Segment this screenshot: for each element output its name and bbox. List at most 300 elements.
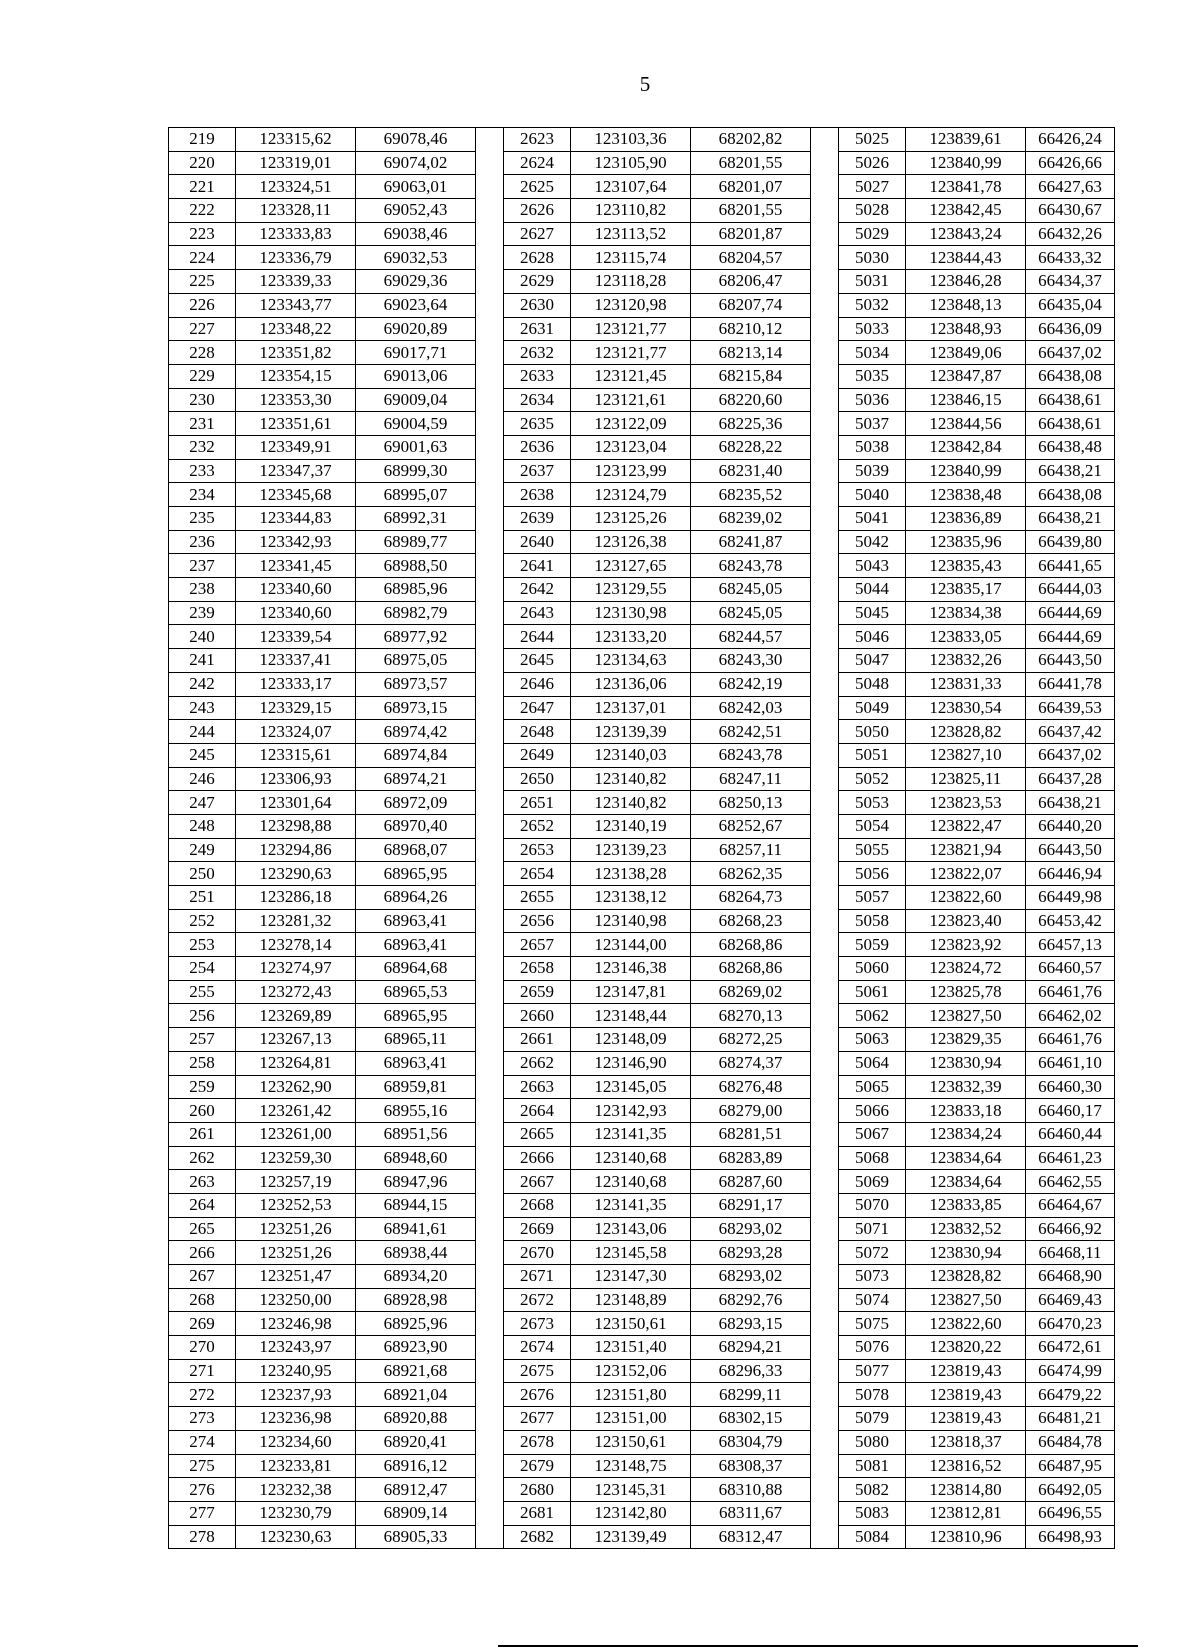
cell-point-number: 5047 <box>839 649 906 673</box>
cell-point-number: 261 <box>169 1122 236 1146</box>
group-separator <box>811 270 839 294</box>
cell-point-number: 226 <box>169 293 236 317</box>
cell-x-coordinate: 123105,90 <box>571 151 691 175</box>
cell-y-coordinate: 68965,11 <box>356 1028 476 1052</box>
cell-x-coordinate: 123140,68 <box>571 1146 691 1170</box>
cell-y-coordinate: 68293,02 <box>691 1265 811 1289</box>
cell-point-number: 5067 <box>839 1122 906 1146</box>
cell-point-number: 2665 <box>504 1122 571 1146</box>
cell-y-coordinate: 69052,43 <box>356 199 476 223</box>
cell-y-coordinate: 66449,98 <box>1026 886 1115 910</box>
cell-x-coordinate: 123819,43 <box>906 1383 1026 1407</box>
cell-point-number: 219 <box>169 128 236 152</box>
table-row <box>169 1004 1115 1028</box>
cell-point-number: 2680 <box>504 1478 571 1502</box>
group-separator <box>811 412 839 436</box>
coordinates-table <box>168 127 1115 1549</box>
cell-y-coordinate: 66430,67 <box>1026 199 1115 223</box>
cell-point-number: 2666 <box>504 1146 571 1170</box>
cell-x-coordinate: 123233,81 <box>236 1454 356 1478</box>
group-separator <box>476 720 504 744</box>
cell-point-number: 2625 <box>504 175 571 199</box>
cell-point-number: 5073 <box>839 1265 906 1289</box>
cell-x-coordinate: 123333,83 <box>236 222 356 246</box>
cell-y-coordinate: 68995,07 <box>356 483 476 507</box>
cell-x-coordinate: 123115,74 <box>571 246 691 270</box>
cell-y-coordinate: 66444,03 <box>1026 578 1115 602</box>
cell-point-number: 2662 <box>504 1051 571 1075</box>
cell-y-coordinate: 66453,42 <box>1026 909 1115 933</box>
cell-y-coordinate: 68279,00 <box>691 1099 811 1123</box>
cell-point-number: 5083 <box>839 1501 906 1525</box>
cell-x-coordinate: 123835,43 <box>906 554 1026 578</box>
cell-x-coordinate: 123835,17 <box>906 578 1026 602</box>
cell-x-coordinate: 123143,06 <box>571 1217 691 1241</box>
cell-point-number: 266 <box>169 1241 236 1265</box>
cell-x-coordinate: 123840,99 <box>906 151 1026 175</box>
cell-point-number: 255 <box>169 980 236 1004</box>
cell-point-number: 243 <box>169 696 236 720</box>
group-separator <box>811 791 839 815</box>
cell-y-coordinate: 66434,37 <box>1026 270 1115 294</box>
cell-y-coordinate: 68243,78 <box>691 743 811 767</box>
cell-point-number: 2675 <box>504 1359 571 1383</box>
cell-x-coordinate: 123262,90 <box>236 1075 356 1099</box>
cell-x-coordinate: 123842,45 <box>906 199 1026 223</box>
cell-x-coordinate: 123816,52 <box>906 1454 1026 1478</box>
group-separator <box>811 364 839 388</box>
group-separator <box>476 838 504 862</box>
cell-point-number: 2635 <box>504 412 571 436</box>
cell-x-coordinate: 123344,83 <box>236 507 356 531</box>
cell-y-coordinate: 68244,57 <box>691 625 811 649</box>
table-row <box>169 601 1115 625</box>
cell-point-number: 5030 <box>839 246 906 270</box>
cell-x-coordinate: 123822,60 <box>906 1312 1026 1336</box>
table-row <box>169 957 1115 981</box>
cell-x-coordinate: 123232,38 <box>236 1478 356 1502</box>
cell-y-coordinate: 66466,92 <box>1026 1217 1115 1241</box>
cell-point-number: 2648 <box>504 720 571 744</box>
cell-x-coordinate: 123830,94 <box>906 1051 1026 1075</box>
cell-x-coordinate: 123848,93 <box>906 317 1026 341</box>
group-separator <box>476 1454 504 1478</box>
cell-y-coordinate: 68909,14 <box>356 1501 476 1525</box>
cell-point-number: 2630 <box>504 293 571 317</box>
cell-x-coordinate: 123827,10 <box>906 743 1026 767</box>
group-separator <box>476 1430 504 1454</box>
cell-x-coordinate: 123822,60 <box>906 886 1026 910</box>
cell-y-coordinate: 66441,65 <box>1026 554 1115 578</box>
cell-x-coordinate: 123828,82 <box>906 1265 1026 1289</box>
group-separator <box>476 1336 504 1360</box>
cell-y-coordinate: 68920,41 <box>356 1430 476 1454</box>
table-row <box>169 1312 1115 1336</box>
cell-point-number: 265 <box>169 1217 236 1241</box>
cell-y-coordinate: 66461,76 <box>1026 1028 1115 1052</box>
cell-point-number: 2664 <box>504 1099 571 1123</box>
table-row <box>169 791 1115 815</box>
cell-x-coordinate: 123812,81 <box>906 1501 1026 1525</box>
cell-point-number: 5070 <box>839 1193 906 1217</box>
cell-y-coordinate: 66461,10 <box>1026 1051 1115 1075</box>
cell-y-coordinate: 68245,05 <box>691 601 811 625</box>
table-row <box>169 364 1115 388</box>
cell-point-number: 2652 <box>504 814 571 838</box>
cell-point-number: 5033 <box>839 317 906 341</box>
group-separator <box>476 1051 504 1075</box>
cell-y-coordinate: 66439,80 <box>1026 530 1115 554</box>
cell-y-coordinate: 68308,37 <box>691 1454 811 1478</box>
cell-x-coordinate: 123140,82 <box>571 791 691 815</box>
cell-y-coordinate: 68231,40 <box>691 459 811 483</box>
cell-x-coordinate: 123827,50 <box>906 1004 1026 1028</box>
cell-y-coordinate: 68274,37 <box>691 1051 811 1075</box>
cell-y-coordinate: 68989,77 <box>356 530 476 554</box>
cell-y-coordinate: 68272,25 <box>691 1028 811 1052</box>
cell-y-coordinate: 66457,13 <box>1026 933 1115 957</box>
group-separator <box>811 767 839 791</box>
cell-point-number: 224 <box>169 246 236 270</box>
cell-x-coordinate: 123124,79 <box>571 483 691 507</box>
cell-y-coordinate: 68985,96 <box>356 578 476 602</box>
cell-x-coordinate: 123148,44 <box>571 1004 691 1028</box>
cell-y-coordinate: 69020,89 <box>356 317 476 341</box>
cell-y-coordinate: 68921,04 <box>356 1383 476 1407</box>
cell-y-coordinate: 68312,47 <box>691 1525 811 1549</box>
table-row <box>169 1241 1115 1265</box>
cell-point-number: 228 <box>169 341 236 365</box>
cell-point-number: 5039 <box>839 459 906 483</box>
group-separator <box>811 909 839 933</box>
group-separator <box>811 649 839 673</box>
cell-point-number: 238 <box>169 578 236 602</box>
cell-y-coordinate: 66460,17 <box>1026 1099 1115 1123</box>
group-separator <box>811 1501 839 1525</box>
cell-x-coordinate: 123151,40 <box>571 1336 691 1360</box>
cell-x-coordinate: 123830,94 <box>906 1241 1026 1265</box>
group-separator <box>476 1217 504 1241</box>
group-separator <box>476 1241 504 1265</box>
cell-point-number: 5031 <box>839 270 906 294</box>
table-row <box>169 1028 1115 1052</box>
cell-point-number: 239 <box>169 601 236 625</box>
cell-x-coordinate: 123125,26 <box>571 507 691 531</box>
cell-point-number: 257 <box>169 1028 236 1052</box>
cell-y-coordinate: 68207,74 <box>691 293 811 317</box>
group-separator <box>476 1312 504 1336</box>
cell-point-number: 5038 <box>839 435 906 459</box>
cell-y-coordinate: 68916,12 <box>356 1454 476 1478</box>
cell-point-number: 5081 <box>839 1454 906 1478</box>
cell-y-coordinate: 68992,31 <box>356 507 476 531</box>
table-row <box>169 1525 1115 1549</box>
cell-x-coordinate: 123345,68 <box>236 483 356 507</box>
group-separator <box>811 1004 839 1028</box>
cell-y-coordinate: 68982,79 <box>356 601 476 625</box>
table-row <box>169 1478 1115 1502</box>
cell-x-coordinate: 123259,30 <box>236 1146 356 1170</box>
group-separator <box>476 1501 504 1525</box>
group-separator <box>476 743 504 767</box>
cell-x-coordinate: 123141,35 <box>571 1193 691 1217</box>
cell-point-number: 252 <box>169 909 236 933</box>
cell-x-coordinate: 123315,62 <box>236 128 356 152</box>
group-separator <box>811 1265 839 1289</box>
cell-point-number: 2658 <box>504 957 571 981</box>
cell-x-coordinate: 123840,99 <box>906 459 1026 483</box>
table-row <box>169 128 1115 152</box>
cell-point-number: 2628 <box>504 246 571 270</box>
cell-point-number: 233 <box>169 459 236 483</box>
cell-y-coordinate: 68292,76 <box>691 1288 811 1312</box>
group-separator <box>811 1051 839 1075</box>
group-separator <box>811 886 839 910</box>
group-separator <box>476 1122 504 1146</box>
cell-x-coordinate: 123843,24 <box>906 222 1026 246</box>
coordinates-table-body <box>169 128 1115 1549</box>
cell-y-coordinate: 69023,64 <box>356 293 476 317</box>
cell-point-number: 5064 <box>839 1051 906 1075</box>
group-separator <box>811 1336 839 1360</box>
table-row <box>169 933 1115 957</box>
cell-x-coordinate: 123129,55 <box>571 578 691 602</box>
cell-y-coordinate: 68975,05 <box>356 649 476 673</box>
cell-y-coordinate: 69001,63 <box>356 435 476 459</box>
cell-y-coordinate: 68947,96 <box>356 1170 476 1194</box>
cell-x-coordinate: 123140,98 <box>571 909 691 933</box>
group-separator <box>476 222 504 246</box>
cell-x-coordinate: 123830,54 <box>906 696 1026 720</box>
cell-point-number: 5065 <box>839 1075 906 1099</box>
group-separator <box>811 743 839 767</box>
group-separator <box>476 814 504 838</box>
cell-point-number: 273 <box>169 1407 236 1431</box>
group-separator <box>811 1146 839 1170</box>
cell-y-coordinate: 66481,21 <box>1026 1407 1115 1431</box>
cell-point-number: 269 <box>169 1312 236 1336</box>
group-separator <box>811 838 839 862</box>
cell-y-coordinate: 68241,87 <box>691 530 811 554</box>
cell-y-coordinate: 66435,04 <box>1026 293 1115 317</box>
table-row <box>169 459 1115 483</box>
cell-y-coordinate: 68201,87 <box>691 222 811 246</box>
cell-point-number: 275 <box>169 1454 236 1478</box>
cell-x-coordinate: 123250,00 <box>236 1288 356 1312</box>
cell-x-coordinate: 123339,54 <box>236 625 356 649</box>
cell-point-number: 2679 <box>504 1454 571 1478</box>
group-separator <box>476 199 504 223</box>
table-row <box>169 554 1115 578</box>
cell-y-coordinate: 68235,52 <box>691 483 811 507</box>
cell-x-coordinate: 123339,33 <box>236 270 356 294</box>
cell-x-coordinate: 123127,65 <box>571 554 691 578</box>
cell-y-coordinate: 66439,53 <box>1026 696 1115 720</box>
cell-point-number: 2663 <box>504 1075 571 1099</box>
cell-y-coordinate: 66440,20 <box>1026 814 1115 838</box>
group-separator <box>811 388 839 412</box>
group-separator <box>811 1099 839 1123</box>
cell-y-coordinate: 66468,11 <box>1026 1241 1115 1265</box>
cell-y-coordinate: 68988,50 <box>356 554 476 578</box>
cell-x-coordinate: 123340,60 <box>236 578 356 602</box>
cell-y-coordinate: 66438,61 <box>1026 388 1115 412</box>
cell-point-number: 5052 <box>839 767 906 791</box>
group-separator <box>476 1478 504 1502</box>
cell-x-coordinate: 123834,24 <box>906 1122 1026 1146</box>
cell-point-number: 5049 <box>839 696 906 720</box>
group-separator <box>811 862 839 886</box>
table-row <box>169 1336 1115 1360</box>
group-separator <box>811 341 839 365</box>
cell-point-number: 271 <box>169 1359 236 1383</box>
cell-point-number: 268 <box>169 1288 236 1312</box>
cell-y-coordinate: 66484,78 <box>1026 1430 1115 1454</box>
cell-y-coordinate: 68268,23 <box>691 909 811 933</box>
cell-y-coordinate: 68964,68 <box>356 957 476 981</box>
cell-x-coordinate: 123138,28 <box>571 862 691 886</box>
cell-point-number: 5066 <box>839 1099 906 1123</box>
cell-x-coordinate: 123246,98 <box>236 1312 356 1336</box>
group-separator <box>811 1454 839 1478</box>
table-row <box>169 199 1115 223</box>
cell-point-number: 242 <box>169 672 236 696</box>
cell-x-coordinate: 123819,43 <box>906 1359 1026 1383</box>
cell-y-coordinate: 66441,78 <box>1026 672 1115 696</box>
cell-y-coordinate: 68213,14 <box>691 341 811 365</box>
cell-y-coordinate: 68965,95 <box>356 862 476 886</box>
cell-y-coordinate: 66437,02 <box>1026 743 1115 767</box>
table-row <box>169 720 1115 744</box>
cell-y-coordinate: 66460,57 <box>1026 957 1115 981</box>
cell-x-coordinate: 123121,45 <box>571 364 691 388</box>
cell-y-coordinate: 68294,21 <box>691 1336 811 1360</box>
group-separator <box>811 1359 839 1383</box>
group-separator <box>476 767 504 791</box>
cell-x-coordinate: 123329,15 <box>236 696 356 720</box>
cell-x-coordinate: 123140,03 <box>571 743 691 767</box>
cell-x-coordinate: 123839,61 <box>906 128 1026 152</box>
cell-y-coordinate: 68912,47 <box>356 1478 476 1502</box>
cell-point-number: 2667 <box>504 1170 571 1194</box>
cell-y-coordinate: 68270,13 <box>691 1004 811 1028</box>
cell-x-coordinate: 123118,28 <box>571 270 691 294</box>
cell-point-number: 2647 <box>504 696 571 720</box>
cell-y-coordinate: 68264,73 <box>691 886 811 910</box>
cell-x-coordinate: 123121,77 <box>571 317 691 341</box>
cell-point-number: 5068 <box>839 1146 906 1170</box>
group-separator <box>811 435 839 459</box>
group-separator <box>811 1478 839 1502</box>
cell-y-coordinate: 66433,32 <box>1026 246 1115 270</box>
cell-x-coordinate: 123823,53 <box>906 791 1026 815</box>
cell-x-coordinate: 123847,87 <box>906 364 1026 388</box>
cell-point-number: 249 <box>169 838 236 862</box>
table-row <box>169 1217 1115 1241</box>
table-row <box>169 1122 1115 1146</box>
table-row <box>169 672 1115 696</box>
cell-point-number: 246 <box>169 767 236 791</box>
table-row <box>169 175 1115 199</box>
cell-y-coordinate: 68225,36 <box>691 412 811 436</box>
table-row <box>169 483 1115 507</box>
cell-y-coordinate: 66443,50 <box>1026 649 1115 673</box>
cell-point-number: 274 <box>169 1430 236 1454</box>
group-separator <box>811 720 839 744</box>
group-separator <box>811 1193 839 1217</box>
cell-point-number: 2681 <box>504 1501 571 1525</box>
cell-point-number: 5080 <box>839 1430 906 1454</box>
cell-point-number: 2678 <box>504 1430 571 1454</box>
group-separator <box>476 459 504 483</box>
cell-x-coordinate: 123257,19 <box>236 1170 356 1194</box>
group-separator <box>811 1028 839 1052</box>
table-row <box>169 151 1115 175</box>
cell-y-coordinate: 66438,61 <box>1026 412 1115 436</box>
cell-point-number: 5078 <box>839 1383 906 1407</box>
cell-y-coordinate: 68951,56 <box>356 1122 476 1146</box>
footer-rule <box>498 1645 1138 1647</box>
group-separator <box>811 554 839 578</box>
cell-y-coordinate: 68965,53 <box>356 980 476 1004</box>
cell-point-number: 5050 <box>839 720 906 744</box>
cell-point-number: 5037 <box>839 412 906 436</box>
group-separator <box>476 1146 504 1170</box>
group-separator <box>811 814 839 838</box>
cell-y-coordinate: 66460,44 <box>1026 1122 1115 1146</box>
cell-y-coordinate: 66464,67 <box>1026 1193 1115 1217</box>
cell-y-coordinate: 68204,57 <box>691 246 811 270</box>
group-separator <box>811 222 839 246</box>
group-separator <box>811 1430 839 1454</box>
group-separator <box>476 791 504 815</box>
cell-point-number: 250 <box>169 862 236 886</box>
group-separator <box>476 175 504 199</box>
cell-y-coordinate: 69078,46 <box>356 128 476 152</box>
cell-x-coordinate: 123146,90 <box>571 1051 691 1075</box>
cell-x-coordinate: 123148,09 <box>571 1028 691 1052</box>
cell-y-coordinate: 68228,22 <box>691 435 811 459</box>
cell-y-coordinate: 68269,02 <box>691 980 811 1004</box>
cell-point-number: 5063 <box>839 1028 906 1052</box>
cell-point-number: 245 <box>169 743 236 767</box>
group-separator <box>476 1099 504 1123</box>
cell-x-coordinate: 123849,06 <box>906 341 1026 365</box>
cell-y-coordinate: 68293,02 <box>691 1217 811 1241</box>
cell-x-coordinate: 123274,97 <box>236 957 356 981</box>
cell-point-number: 278 <box>169 1525 236 1549</box>
cell-y-coordinate: 69029,36 <box>356 270 476 294</box>
cell-y-coordinate: 68925,96 <box>356 1312 476 1336</box>
cell-point-number: 5048 <box>839 672 906 696</box>
cell-point-number: 237 <box>169 554 236 578</box>
group-separator <box>811 625 839 649</box>
cell-y-coordinate: 68968,07 <box>356 838 476 862</box>
group-separator <box>811 507 839 531</box>
cell-point-number: 264 <box>169 1193 236 1217</box>
cell-x-coordinate: 123110,82 <box>571 199 691 223</box>
group-separator <box>476 388 504 412</box>
group-separator <box>811 128 839 152</box>
group-separator <box>476 1288 504 1312</box>
cell-point-number: 5076 <box>839 1336 906 1360</box>
group-separator <box>476 1170 504 1194</box>
cell-x-coordinate: 123121,61 <box>571 388 691 412</box>
cell-point-number: 270 <box>169 1336 236 1360</box>
cell-x-coordinate: 123230,63 <box>236 1525 356 1549</box>
cell-y-coordinate: 68302,15 <box>691 1407 811 1431</box>
group-separator <box>811 1122 839 1146</box>
